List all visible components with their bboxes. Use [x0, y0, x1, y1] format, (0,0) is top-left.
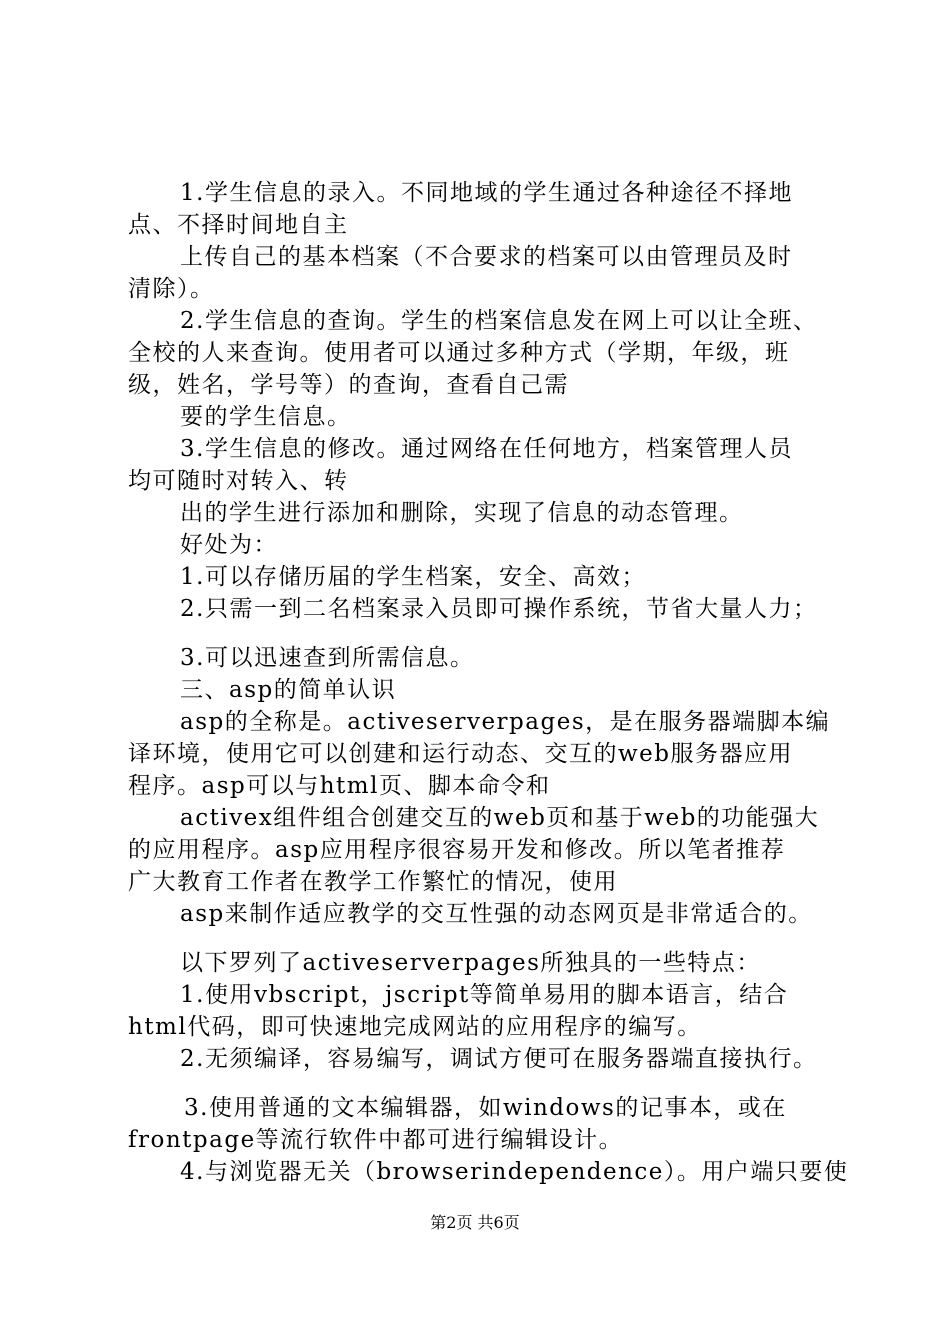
text-line: 好处为：	[180, 532, 278, 558]
text-line: 上传自己的基本档案（不合要求的档案可以由管理员及时	[180, 244, 793, 270]
text-line: activex组件组合创建交互的web页和基于web的功能强大	[180, 805, 820, 831]
text-line: html代码，即可快速地完成网站的应用程序的编写。	[128, 1014, 702, 1040]
page-number-label: 第2页 共6页	[430, 1213, 520, 1232]
text-line: 均可随时对转入、转	[128, 468, 349, 494]
text-line: 以下罗列了activeserverpages所独具的一些特点：	[180, 950, 761, 976]
text-line: frontpage等流行软件中都可进行编辑设计。	[128, 1127, 624, 1153]
text-line: 程序。asp可以与html页、脚本命令和	[128, 773, 551, 799]
text-line: 2.无须编译，容易编写，调试方便可在服务器端直接执行。	[180, 1046, 818, 1072]
text-line: asp来制作适应教学的交互性强的动态网页是非常适合的。	[180, 901, 813, 927]
text-line: 3.学生信息的修改。通过网络在任何地方，档案管理人员	[180, 436, 793, 462]
text-line: 要的学生信息。	[180, 404, 352, 430]
paragraph-gap	[128, 625, 838, 642]
text-line: 1.使用vbscript，jscript等简单易用的脚本语言，结合	[180, 982, 789, 1008]
text-line: 全校的人来查询。使用者可以通过多种方式（学期，年级，班	[128, 340, 790, 366]
text-line: 2.学生信息的查询。学生的档案信息发在网上可以让全班、	[180, 308, 818, 334]
text-line: 3.可以迅速查到所需信息。	[180, 645, 475, 671]
text-line: 广大教育工作者在教学工作繁忙的情况，使用	[128, 869, 618, 895]
text-line: 点、不择时间地自主	[128, 212, 349, 238]
document-body	[128, 177, 849, 1188]
text-line: 的应用程序。asp应用程序很容易开发和修改。所以笔者推荐	[128, 837, 786, 863]
text-line: 1.可以存储历届的学生档案，安全、高效；	[180, 564, 646, 590]
page-footer	[0, 1213, 950, 1233]
text-line: 出的学生进行添加和删除，实现了信息的动态管理。	[180, 500, 744, 526]
text-line: 1.学生信息的录入。不同地域的学生通过各种途径不择地	[180, 180, 793, 206]
section-heading: 三、asp的简单认识	[180, 677, 397, 703]
paragraph-gap	[128, 1075, 838, 1092]
text-line: 2.只需一到二名档案录入员即可操作系统，节省大量人力；	[180, 596, 818, 622]
text-line: 译环境，使用它可以创建和运行动态、交互的web服务器应用	[128, 741, 794, 767]
text-line: 级，姓名，学号等）的查询，查看自己需	[128, 372, 569, 398]
text-line: 清除）。	[128, 276, 215, 302]
text-line: 3.使用普通的文本编辑器，如windows的记事本，或在	[184, 1095, 787, 1121]
paragraph-gap	[128, 930, 838, 947]
text-line: asp的全称是。activeserverpages，是在服务器端脚本编	[180, 709, 831, 735]
text-line: 4.与浏览器无关（browserindependence）。用户端只要使	[180, 1159, 849, 1185]
